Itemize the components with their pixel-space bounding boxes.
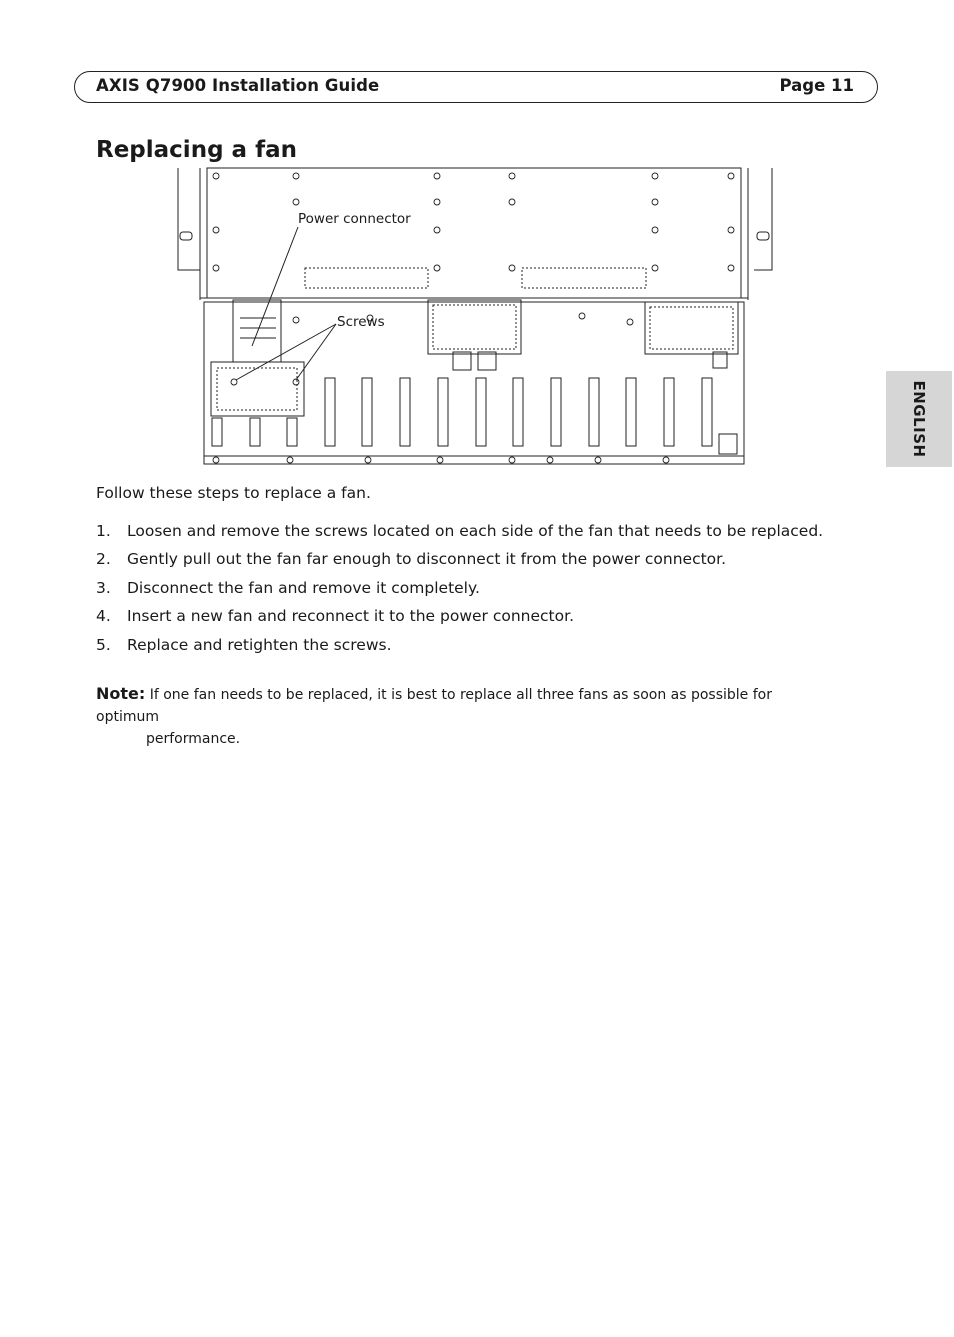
page-number: Page 11 (779, 76, 854, 95)
note-block (96, 683, 836, 750)
language-tab-label: ENGLISH (910, 380, 928, 458)
screws-label: Screws (337, 314, 385, 330)
step-text: Disconnect the fan and remove it completely. (127, 578, 480, 597)
language-tab (886, 371, 952, 467)
list-item (96, 605, 823, 633)
step-number: 3. (96, 578, 111, 597)
note-text-continued: performance. (146, 731, 241, 747)
document-title: AXIS Q7900 Installation Guide (96, 76, 380, 95)
step-number: 1. (96, 522, 111, 540)
steps-list (96, 520, 823, 662)
step-text: Gently pull out the fan far enough to disconnect it from the power connector. (127, 550, 727, 569)
section-heading: Replacing a fan (96, 137, 297, 163)
list-item (96, 634, 823, 662)
step-text: Replace and retighten the screws. (127, 635, 392, 654)
fan-chassis-diagram (170, 165, 780, 471)
step-number: 5. (96, 635, 111, 654)
power-connector-label: Power connector (298, 211, 411, 227)
step-text: Loosen and remove the screws located on each side of the fan that needs to be replaced. (127, 522, 824, 540)
step-text: Insert a new fan and reconnect it to the power connector. (127, 607, 574, 626)
list-item (96, 520, 823, 548)
note-label: Note: (96, 684, 146, 703)
list-item (96, 548, 823, 576)
note-text: If one fan needs to be replaced, it is best to replace all three fans as soon as possible for optimum (96, 687, 772, 725)
list-item (96, 577, 823, 605)
step-number: 2. (96, 550, 111, 569)
intro-text: Follow these steps to replace a fan. (96, 484, 371, 502)
step-number: 4. (96, 607, 111, 626)
